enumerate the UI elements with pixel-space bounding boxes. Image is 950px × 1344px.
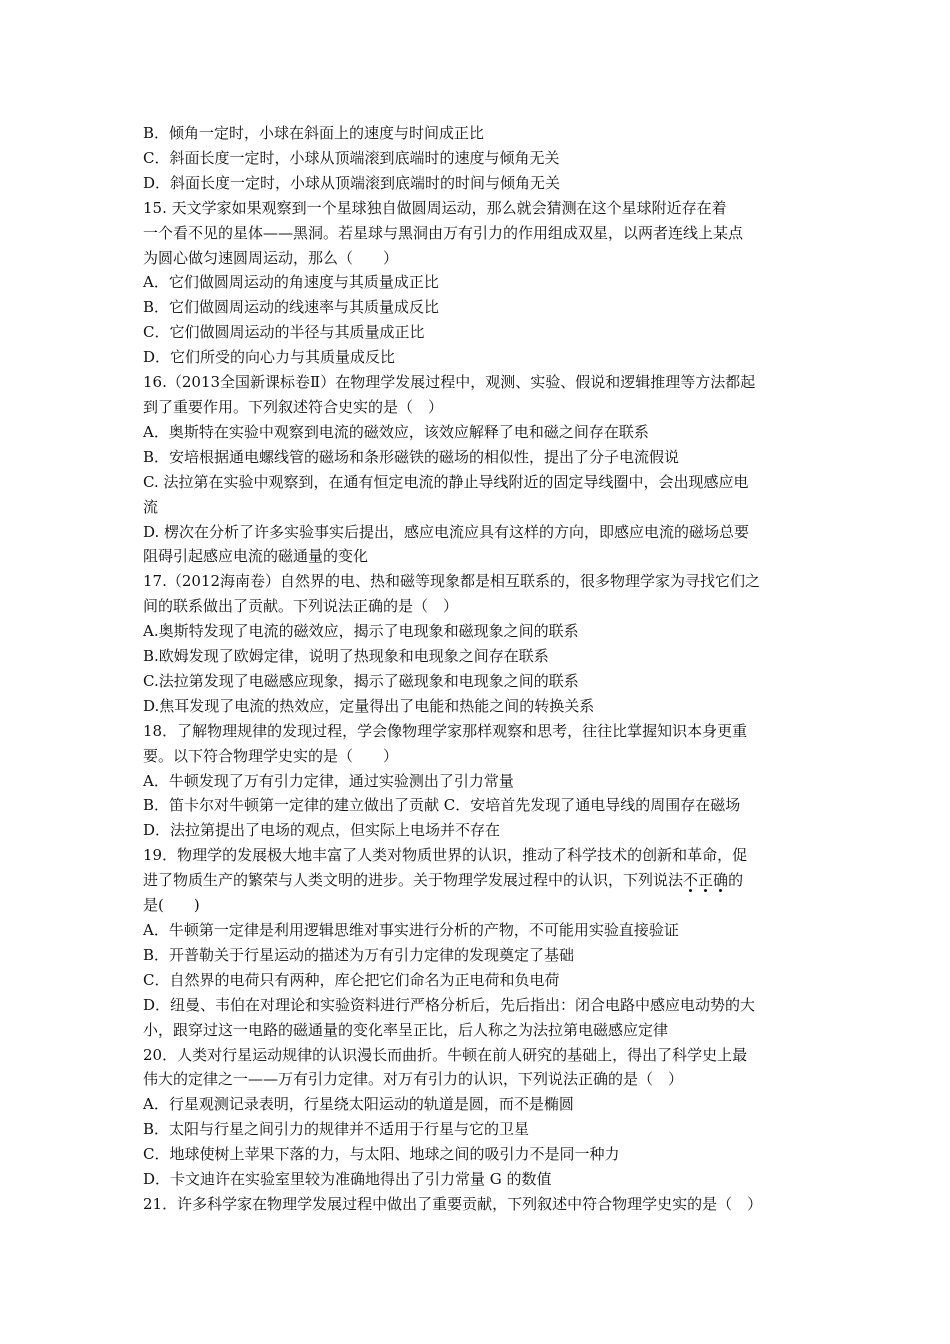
option-line: C．地球使树上苹果下落的力，与太阳、地球之间的吸引力不是同一种力 xyxy=(143,1145,620,1164)
text-line-emphasis: 进了物质生产的繁荣与人类文明的进步。关于物理学发展过程中的认识，下列说法不正确的 xyxy=(143,871,744,890)
text-line: 间的联系做出了贡献。下列说法正确的是（ ） xyxy=(143,597,459,616)
option-line: A．它们做圆周运动的角速度与其质量成正比 xyxy=(143,273,439,292)
question-21-line: 21．许多科学家在物理学发展过程中做出了重要贡献，下列叙述中符合物理学史实的是（ ） xyxy=(143,1194,763,1213)
text-line: 伟大的定律之一——万有引力定律。对万有引力的认识，下列说法正确的是（ ） xyxy=(143,1070,684,1089)
document-page xyxy=(143,121,813,1217)
text-line: D．斜面长度一定时，小球从顶端滚到底端时的时间与倾角无关 xyxy=(143,173,561,192)
option-line: D．法拉第提出了电场的观点，但实际上电场并不存在 xyxy=(143,821,501,840)
text-line: 阻碍引起感应电流的磁通量的变化 xyxy=(143,547,369,566)
option-line: B.欧姆发现了欧姆定律，说明了热现象和电现象之间存在联系 xyxy=(143,647,549,666)
emphasis-char: 不 xyxy=(683,871,699,890)
option-line: B．安培根据通电螺线管的磁场和条形磁铁的磁场的相似性，提出了分子电流假说 xyxy=(143,447,680,466)
text-line: 到了重要作用。下列叙述符合史实的是（ ） xyxy=(143,397,444,416)
option-line: D．卡文迪许在实验室里较为准确地得出了引力常量 G 的数值 xyxy=(143,1170,552,1189)
emphasis-char: 确 xyxy=(713,871,729,890)
option-line: D.焦耳发现了电流的热效应，定量得出了电能和热能之间的转换关系 xyxy=(143,696,595,715)
option-line: C.法拉第发现了电磁感应现象，揭示了磁现象和电现象之间的联系 xyxy=(143,671,579,690)
option-line: C. 法拉第在实验中观察到，在通有恒定电流的静止导线附近的固定导线圈中，会出现感应电 xyxy=(143,472,749,491)
question-17-line: 17.（2012海南卷）自然界的电、热和磁等现象都是相互联系的，很多物理学家为寻找它们之 xyxy=(143,572,761,591)
text-line: 流 xyxy=(143,497,159,516)
option-line: A．奥斯特在实验中观察到电流的磁效应，该效应解释了电和磁之间存在联系 xyxy=(143,422,649,441)
option-line: B．开普勒关于行星运动的描述为万有引力定律的发现奠定了基础 xyxy=(143,945,575,964)
option-line: B．它们做圆周运动的线速率与其质量成反比 xyxy=(143,298,440,317)
option-line: C．它们做圆周运动的半径与其质量成正比 xyxy=(143,323,425,342)
text-line: 小，跟穿过这一电路的磁通量的变化率呈正比，后人称之为法拉第电磁感应定律 xyxy=(143,1020,669,1039)
option-line: A.奥斯特发现了电流的磁效应，揭示了电现象和磁现象之间的联系 xyxy=(143,622,579,641)
question-18-line: 18．了解物理规律的发现过程，学会像物理学家那样观察和思考，往往比掌握知识本身更重 xyxy=(143,721,748,740)
option-line: D. 楞次在分析了许多实验事实后提出，感应电流应具有这样的方向，即感应电流的磁场总要 xyxy=(143,522,750,541)
option-line: A．牛顿发现了万有引力定律，通过实验测出了引力常量 xyxy=(143,771,514,790)
option-line: B．笛卡尔对牛顿第一定律的建立做出了贡献 C．安培首先发现了通电导线的周围存在磁场 xyxy=(143,796,741,815)
option-line: D．纽曼、韦伯在对理论和实验资料进行严格分析后，先后指出：闭合电路中感应电动势的大 xyxy=(143,995,756,1014)
option-line: A．行星观测记录表明，行星绕太阳运动的轨道是圆，而不是椭圆 xyxy=(143,1095,574,1114)
option-line: A．牛顿第一定律是利用逻辑思维对事实进行分析的产物，不可能用实验直接验证 xyxy=(143,921,679,939)
question-15-line: 15. 天文学家如果观察到一个星球独自做圆周运动，那么就会猜测在这个星球附近存在着 xyxy=(143,198,727,217)
option-line: B．太阳与行星之间引力的规律并不适用于行星与它的卫星 xyxy=(143,1120,530,1139)
text-line: B．倾角一定时，小球在斜面上的速度与时间成正比 xyxy=(143,124,485,142)
text-line: 要。以下符合物理学史实的是（ ） xyxy=(143,746,399,765)
text-line: C．斜面长度一定时，小球从顶端滚到底端时的速度与倾角无关 xyxy=(143,148,560,167)
emphasis-char: 正 xyxy=(698,871,714,890)
question-20-line: 20．人类对行星运动规律的认识漫长而曲折。牛顿在前人研究的基础上，得出了科学史上最 xyxy=(143,1045,748,1064)
option-line: D．它们所受的向心力与其质量成反比 xyxy=(143,348,396,367)
text-line: 为圆心做匀速圆周运动，那么（ ） xyxy=(143,248,399,267)
text-line: 一个看不见的星体——黑洞。若星球与黑洞由万有引力的作用组成双星，以两者连线上某点 xyxy=(143,223,744,242)
question-16-line: 16.（2013全国新课标卷Ⅱ）在物理学发展过程中，观测、实验、假说和逻辑推理等方法都起 xyxy=(143,373,756,392)
text-line: 是( ) xyxy=(143,896,200,915)
option-line: C．自然界的电荷只有两种，库仑把它们命名为正电荷和负电荷 xyxy=(143,970,560,989)
question-19-line: 19．物理学的发展极大地丰富了人类对物质世界的认识，推动了科学技术的创新和革命，促 xyxy=(143,846,748,865)
